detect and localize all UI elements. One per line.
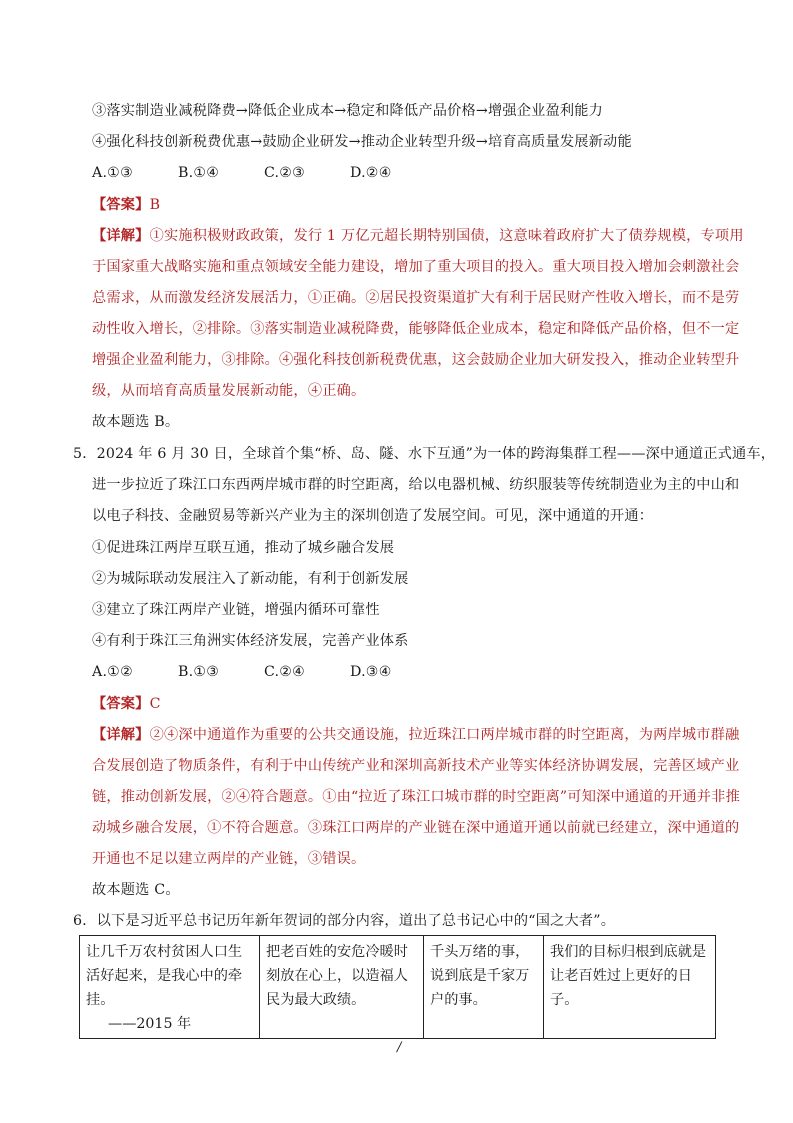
q5-stem-line-1: 5．2024 年 6 月 30 日，全球首个集“桥、岛、隧、水下互通”为一体的跨海集群工程——深中通道正式通车，: [73, 446, 776, 462]
q4-analysis-line-2: 于国家重大战略实施和重点领域安全能力建设，增加了重大项目的投入。重大项目投入增加会刺激社会: [92, 259, 740, 275]
quote-cell: [260, 936, 424, 1039]
q5-analysis-line-5: 开通也不足以建立两岸的产业链，③错误。: [92, 851, 366, 867]
q5-analysis-line-3: 链，推动创新发展，②④符合题意。①由“拉近了珠江口城市群的时空距离”可知深中通道的开通并非推: [92, 789, 740, 805]
answer-value: C: [149, 696, 161, 712]
q5-option-2: ②为城际联动发展注入了新动能，有利于创新发展: [92, 571, 409, 587]
q4-analysis-line-6: 级，从而培育高质量发展新动能，④正确。: [92, 383, 366, 399]
analysis-label: 【详解】: [92, 727, 150, 743]
q5-option-3: ③建立了珠江两岸产业链，增强内循环可靠性: [92, 602, 380, 618]
table-row: [80, 936, 716, 1039]
answer-label: 【答案】: [92, 197, 150, 213]
q4-analysis-line-5: 增强企业盈利能力，③排除。④强化科技创新税费优惠，这会鼓励企业加大研发投入，推动企业转型升: [92, 352, 740, 368]
q4-choice-b: B.①④: [178, 165, 220, 181]
q4-option-4: ④强化科技创新税费优惠→鼓励企业研发→推动企业转型升级→培育高质量发展新动能: [92, 134, 632, 150]
q5-choice-a: A.①②: [92, 664, 133, 680]
q4-choice-a: A.①③: [92, 165, 133, 181]
analysis-label: 【详解】: [92, 228, 150, 244]
q4-answer: [92, 195, 160, 215]
q4-choices: [92, 163, 436, 183]
q4-choice-d: D.②④: [350, 165, 392, 181]
q5-choice-d: D.③④: [350, 664, 392, 680]
quote-cell: [544, 936, 716, 1039]
q4-option-3: ③落实制造业减税降费→降低企业成本→稳定和降低产品价格→增强企业盈利能力: [92, 103, 604, 119]
q5-analysis-line-2: 合发展创造了物质条件，有利于中山传统产业和深圳高新技术产业等实体经济协调发展，完善区域产业: [92, 758, 740, 774]
quote-text: 把老百姓的安危冷暖时刻放在心上，以造福人民为最大政绩。: [266, 944, 408, 1008]
q5-answer: [92, 694, 161, 714]
q5-option-1: ①促进珠江两岸互联互通，推动了城乡融合发展: [92, 540, 395, 556]
q4-analysis-line-4: 动性收入增长，②排除。③落实制造业减税降费，能够降低企业成本，稳定和降低产品价格，但不一定: [92, 321, 740, 337]
q5-analysis-line-4: 动城乡融合发展，①不符合题意。③珠江口两岸的产业链在深中通道开通以前就已经建立，深中通道的: [92, 820, 740, 836]
quote-year: ——2015 年: [108, 1016, 192, 1032]
q5-choice-c: C.②④: [264, 664, 306, 680]
q5-option-4: ④有利于珠江三角洲实体经济发展，完善产业体系: [92, 633, 409, 649]
quote-text: 千头万绪的事，说到底是千家万户的事。: [430, 944, 530, 1008]
answer-value: B: [149, 197, 161, 213]
q4-conclusion: 故本题选 B。: [92, 414, 180, 430]
q5-analysis-line-1: 【详解】②④深中通道作为重要的公共交通设施，拉近珠江口两岸城市群的时空距离，为两岸城市群融: [92, 727, 740, 743]
q5-stem-line-2: 进一步拉近了珠江口东西两岸城市群的时空距离，给以电器机械、纺织服装等传统制造业为主的中山和: [92, 477, 740, 493]
q5-stem-line-3: 以电子科技、金融贸易等新兴产业为主的深圳创造了发展空间。可见，深中通道的开通：: [92, 508, 654, 524]
quote-cell: [80, 936, 260, 1039]
q4-analysis-line-1: 【详解】①实施积极财政政策，发行 1 万亿元超长期特别国债，这意味着政府扩大了债券规模，专项用: [92, 228, 744, 244]
q5-conclusion: 故本题选 C。: [92, 882, 180, 898]
page-number: /: [397, 1040, 402, 1055]
quote-text: 让几千万农村贫困人口生活好起来，是我心中的牵挂。: [86, 944, 243, 1008]
q5-choice-b: B.①③: [178, 664, 220, 680]
q4-choice-c: C.②③: [264, 165, 306, 181]
answer-label: 【答案】: [92, 696, 150, 712]
q4-analysis-line-3: 总需求，从而激发经济发展活力，①正确。②居民投资渠道扩大有利于居民财产性收入增长，而不是劳: [92, 290, 740, 306]
quotes-table: [79, 935, 716, 1039]
q6-stem: 6．以下是习近平总书记历年新年贺词的部分内容，道出了总书记心中的“国之大者”。: [73, 913, 616, 929]
quote-cell: [424, 936, 544, 1039]
quote-text: 我们的目标归根到底就是让老百姓过上更好的日子。: [550, 944, 707, 1008]
q5-choices: [92, 662, 436, 682]
